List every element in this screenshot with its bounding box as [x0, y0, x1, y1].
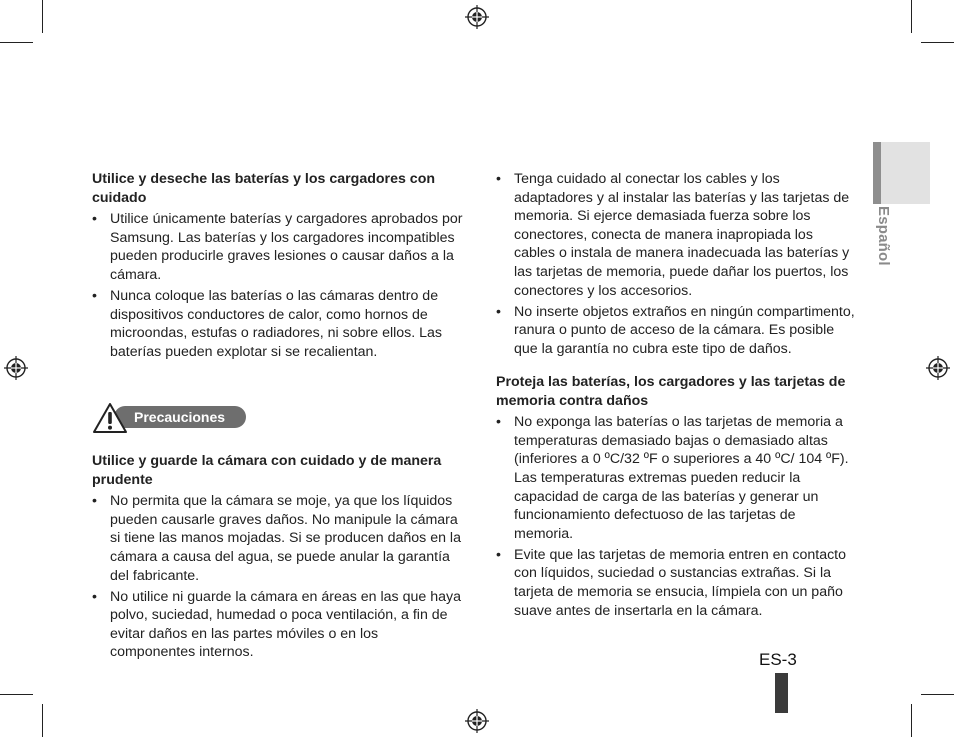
left-column — [92, 170, 464, 664]
page-number: ES-3 — [759, 650, 797, 669]
crop-mark-top-right-v — [911, 0, 912, 33]
list-item — [92, 588, 464, 662]
caution-triangle-icon — [92, 402, 128, 434]
list-item — [92, 287, 464, 361]
list-item-text: No permita que la cámara se moje, ya que los líquidos pueden causarle graves daños. No manipule la cámara si tiene las manos mojadas. Si se producen daños en la cámara a causa del agua, se puede anular la garantía del fabricante. — [110, 493, 461, 584]
list-item — [92, 492, 464, 585]
list-item — [496, 413, 856, 543]
list-item — [92, 210, 464, 284]
crop-mark-top-right-h — [921, 42, 954, 43]
list-item — [496, 170, 856, 300]
bullet-list-protect — [496, 413, 856, 620]
bullet-list-batteries — [92, 210, 464, 361]
language-tab — [873, 142, 930, 204]
list-item-text: No exponga las baterías o las tarjetas de memoria a temperaturas demasiado bajas o demasiado altas (inferiores a 0 ºC/32 ºF o superiores a 40 ºC/ 104 ºF). Las temperaturas extremas pueden reducir la capacidad de carga de las baterías y generar un funcionamiento defectuoso de las tarjetas de memoria. — [514, 414, 849, 542]
right-column — [496, 170, 856, 623]
bullet-glyph: • — [92, 588, 97, 605]
crop-mark-bottom-right-v — [911, 704, 912, 737]
caution-label: Precauciones — [114, 406, 246, 428]
crop-mark-bottom-left-v — [42, 704, 43, 737]
list-item-text: No utilice ni guarde la cámara en áreas en las que haya polvo, suciedad, humedad o poca ventilación, a fin de evitar daños en las partes móviles o en los componentes internos. — [110, 588, 461, 661]
registration-mark-icon — [926, 356, 950, 380]
bullet-glyph: • — [92, 288, 97, 305]
bullet-glyph: • — [496, 546, 501, 563]
section-heading-protect: Proteja las baterías, los cargadores y las tarjetas de memoria contra daños — [496, 373, 846, 409]
list-item-text: Nunca coloque las baterías o las cámaras dentro de dispositivos conductores de calor, como hornos de microondas, estufas o radiadores, ni sobre ellos. Las baterías pueden explotar si se recalientan. — [110, 288, 443, 360]
caution-badge — [92, 402, 464, 436]
crop-mark-top-left-h — [0, 42, 33, 43]
section-heading-batteries: Utilice y deseche las baterías y los cargadores con cuidado — [92, 171, 436, 206]
bullet-glyph: • — [92, 493, 97, 510]
language-label: Español — [875, 206, 892, 266]
bullet-list-connections — [496, 170, 856, 358]
crop-mark-bottom-left-h — [0, 694, 33, 695]
registration-mark-icon — [465, 709, 489, 733]
list-item-text: Tenga cuidado al conectar los cables y los adaptadores y al instalar las baterías y las tarjetas de memoria. Si ejerce demasiada fuerza sobre los conectores, conecta de manera inapropiada los cables o instala de manera inadecuada las baterías y las tarjetas de memoria, puede dañar los puertos, los conectores y los accesorios. — [514, 171, 850, 299]
registration-mark-icon — [465, 5, 489, 29]
page-number-bar — [775, 673, 788, 713]
registration-mark-icon — [4, 356, 28, 380]
section-heading-camera-care: Utilice y guarde la cámara con cuidado y de manera prudente — [92, 452, 442, 488]
language-tab-bar — [873, 142, 881, 204]
bullet-glyph: • — [92, 211, 97, 228]
list-item — [496, 303, 856, 359]
bullet-list-camera-care — [92, 492, 464, 662]
list-item-text: Evite que las tarjetas de memoria entren en contacto con líquidos, suciedad o sustancias extrañas. Si la tarjeta de memoria se ensucia, límpiela con un paño suave antes de insertarla en la cámara. — [514, 546, 847, 619]
bullet-glyph: • — [496, 414, 501, 431]
list-item — [496, 546, 856, 620]
list-item-text: No inserte objetos extraños en ningún compartimento, ranura o punto de acceso de la cámara. Es posible que la garantía no cubra este tipo de daños. — [514, 303, 855, 357]
bullet-glyph: • — [496, 303, 501, 320]
bullet-glyph: • — [496, 171, 501, 187]
crop-mark-bottom-right-h — [921, 694, 954, 695]
list-item-text: Utilice únicamente baterías y cargadores aprobados por Samsung. Las baterías y los cargadores incompatibles pueden producirle graves lesiones o causar daños a la cámara. — [110, 211, 463, 283]
crop-mark-top-left-v — [42, 0, 43, 33]
